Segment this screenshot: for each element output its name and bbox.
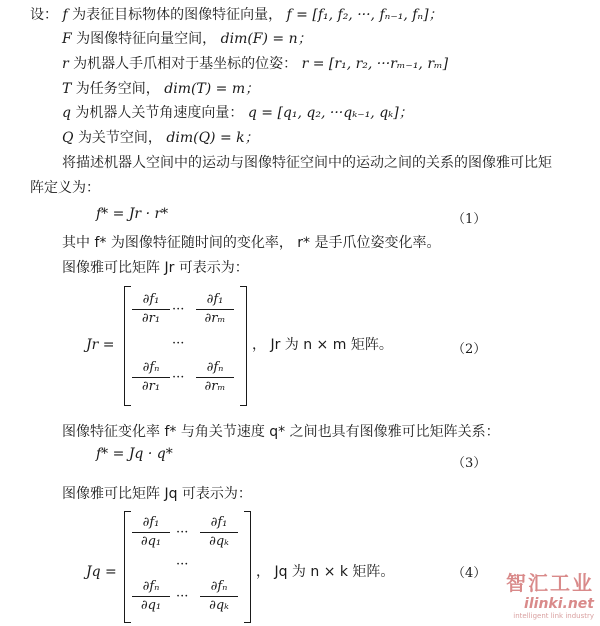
definition-f: [30, 6, 443, 24]
matrix-1-hdots-bottom: ···: [172, 370, 185, 385]
definition-formula: q = [q₁, q₂, ···qₖ₋₁, qₖ]；: [247, 105, 413, 121]
equation-3: f* = Jq · q*: [96, 446, 173, 462]
paragraph-q-jacobian-relation: 图像特征变化率 f* 与角关节速度 q* 之间也具有图像雅可比矩阵关系：: [62, 424, 500, 440]
matrix-1-vdots-middle: ···: [172, 336, 185, 351]
matrix-1-entry-bottom-right: ∂fₙ ∂rₘ: [196, 360, 234, 395]
definition-prefix: 设：: [30, 7, 58, 23]
matrix-2-entry-top-right: ∂f₁ ∂qₖ: [200, 515, 238, 550]
matrix-1-entry-top-left: ∂f₁ ∂r₁: [132, 292, 170, 327]
matrix-1-left-bracket: [124, 286, 131, 406]
definition-formula: f = [f₁, f₂, ···, fₙ₋₁, fₙ]；: [286, 7, 443, 23]
matrix-2-right-bracket: [244, 511, 251, 623]
paragraph-jr-intro: 图像雅可比矩阵 Jr 可表示为：: [62, 260, 249, 276]
equation-3-number: （3）: [452, 456, 487, 471]
matrix-2-lhs: Jq =: [86, 564, 117, 580]
paragraph-jq-intro: 图像雅可比矩阵 Jq 可表示为：: [62, 486, 252, 502]
matrix-1-entry-bottom-left: ∂fₙ ∂r₁: [132, 360, 170, 395]
matrix-2-entry-bottom-right: ∂fₙ ∂qₖ: [200, 579, 238, 614]
definition-symbol: T: [62, 81, 72, 97]
paragraph-rate-explanation: 其中 f* 为图像特征随时间的变化率， r* 是手爪位姿变化率。: [62, 235, 441, 251]
definition-formula: dim(Q) = k；: [166, 130, 259, 146]
definition-symbol: f: [62, 7, 68, 23]
definition-T: [62, 80, 259, 98]
definition-Q: [62, 129, 259, 147]
definition-formula: r = [r₁, r₂, ···rₘ₋₁, rₘ]: [301, 56, 449, 72]
definition-symbol: Q: [62, 130, 74, 146]
definition-symbol: q: [62, 105, 71, 121]
watermark-logo: 智汇工业 ilinki.net intelligent link industry: [506, 571, 594, 620]
definition-text: 为关节空间，: [77, 130, 162, 146]
matrix-1-note: ， Jr 为 n × m 矩阵。: [252, 337, 393, 353]
equation-4-number: （4）: [452, 566, 487, 581]
definition-r: [62, 55, 448, 73]
definition-text: 为任务空间，: [75, 81, 160, 97]
matrix-2-hdots-top: ···: [176, 525, 189, 540]
equation-1-number: （1）: [452, 212, 487, 227]
matrix-2-note: ， Jq 为 n × k 矩阵。: [256, 564, 395, 580]
matrix-1-lhs: Jr =: [86, 337, 115, 353]
matrix-2-entry-bottom-left: ∂fₙ ∂q₁: [132, 579, 170, 614]
matrix-2-hdots-bottom: ···: [176, 589, 189, 604]
definition-symbol: r: [62, 56, 69, 72]
matrix-2-entry-top-left: ∂f₁ ∂q₁: [132, 515, 170, 550]
definition-text: 为机器人手爪相对于基坐标的位姿：: [73, 56, 298, 72]
equation-1: f* = Jr · r*: [96, 206, 169, 222]
definition-symbol: F: [62, 31, 72, 47]
definition-text: 为图像特征向量空间，: [76, 31, 217, 47]
definition-F: [62, 30, 312, 48]
equation-2-number: （2）: [452, 342, 487, 357]
matrix-2-left-bracket: [124, 511, 131, 623]
matrix-1-entry-top-right: ∂f₁ ∂rₘ: [196, 292, 234, 327]
definition-formula: dim(T) = m；: [164, 81, 260, 97]
definition-text: 为机器人关节角速度向量：: [75, 105, 244, 121]
matrix-1-hdots-top: ···: [172, 302, 185, 317]
definition-text: 为表征目标物体的图像特征向量，: [72, 7, 283, 23]
paragraph-jacobian-definition: 将描述机器人空间中的运动与图像特征空间中的运动之间的关系的图像雅可比矩: [62, 155, 552, 171]
definition-formula: dim(F) = n；: [220, 31, 312, 47]
definition-q: [62, 104, 413, 122]
paragraph-jacobian-definition-cont: 阵定义为：: [30, 180, 100, 196]
matrix-2-vdots-middle: ···: [176, 557, 189, 572]
matrix-1-right-bracket: [240, 286, 247, 406]
